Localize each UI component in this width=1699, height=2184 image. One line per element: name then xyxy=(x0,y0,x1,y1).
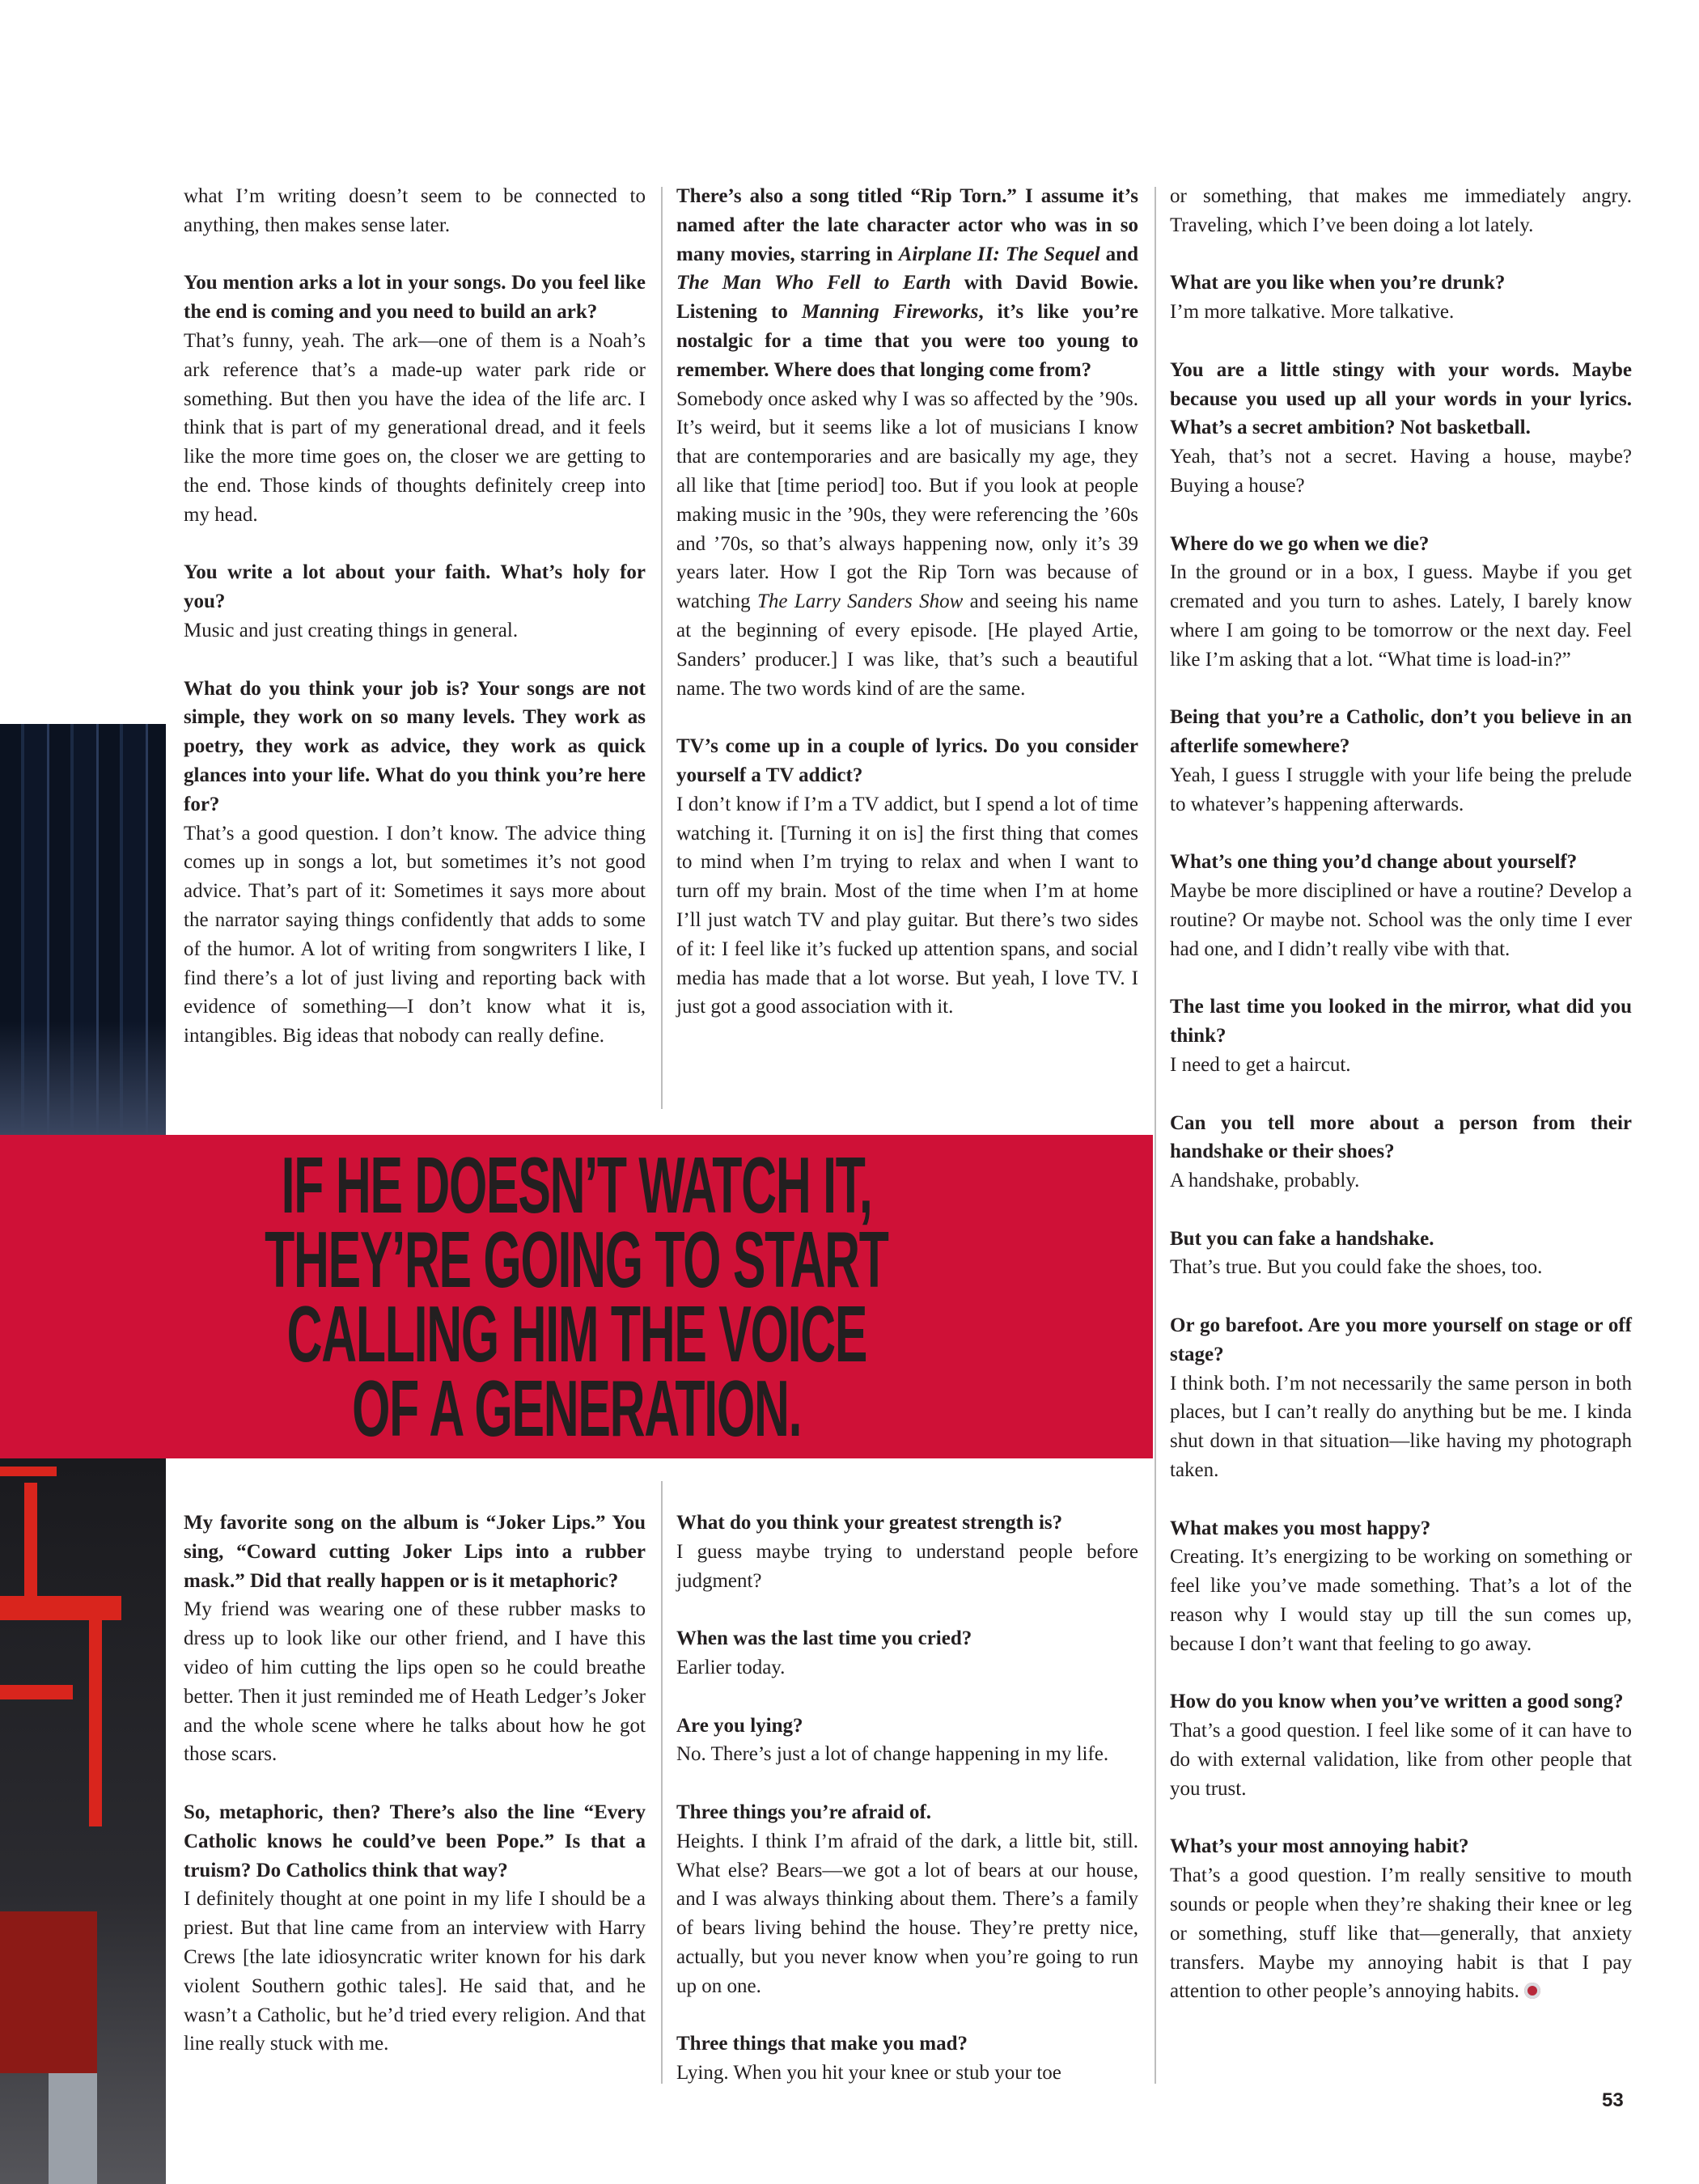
answer: I definitely thought at one point in my life I should be a priest. But that line came from an interview with Harry Crews [the late idiosyncratic writer known for his dark violent Southern gothic tales]. He said that, and he wasn’t a Catholic, but he’d tried every religion. And that line really stuck with me. xyxy=(184,1888,646,2055)
answer: Somebody once asked why I was so affected by the ’90s. It’s weird, but it seems like a lot of musicians I know that are contemporaries and are basically my age, they all like that [time period] too. But if you look at people making music in the ’90s, they were referencing the ’60s and ’70s, so that’s always happening now, only it’s 39 years later. How I got the Rip Torn was because of watching The Larry Sanders Show and seeing his name at the beginning of every episode. [He played Artie, Sanders’ producer.] I was like, that’s such a beautiful name. The two words kind of are the same. xyxy=(676,387,1139,700)
qa-block xyxy=(1170,848,1632,963)
question: You write a lot about your faith. What’s holy for you? xyxy=(184,561,646,613)
answer: I think both. I’m not necessarily the same person in both places, but I can’t really do anything but be me. I kinda shut down in that situation—like having my photograph taken. xyxy=(1170,1372,1632,1482)
question: What do you think your job is? Your songs are not simple, they work on so many levels. They work as poetry, they work as advice, they work as quick glances into your life. What do you think you’re here for? xyxy=(184,677,646,815)
question: What do you think your greatest strength is? xyxy=(676,1512,1063,1534)
question: TV’s come up in a couple of lyrics. Do you consider yourself a TV addict? xyxy=(676,735,1138,786)
answer: No. There’s just a lot of change happening in my life. xyxy=(676,1743,1109,1766)
question: When was the last time you cried? xyxy=(676,1627,972,1650)
answer: I’m more talkative. More talkative. xyxy=(1170,301,1455,324)
pull-quote-line: OF A GENERATION. xyxy=(351,1364,802,1453)
pull-quote-line: CALLING HIM THE VOICE xyxy=(286,1289,866,1378)
qa-block xyxy=(1170,269,1632,327)
photo-strip-bottom xyxy=(0,1458,166,2184)
qa-block xyxy=(676,2030,1138,2088)
question: You mention arks a lot in your songs. Do you feel like the end is coming and you need to build an ark? xyxy=(184,272,646,324)
qa-block xyxy=(1170,530,1632,675)
question: You are a little stingy with your words. Maybe because you used up all your words in your lyrics. What’s a secret ambition? Not basketball. xyxy=(1170,358,1632,439)
answer: Heights. I think I’m afraid of the dark, a little bit, still. What else? Bears—we got a lot of bears at our house, and I was always thinking about them. There’s a family of bears living behind the house. They’re pretty nice, actually, but you never know when you’re going to run up on one. xyxy=(676,1830,1138,1997)
column-divider xyxy=(661,187,663,1109)
answer: Music and just creating things in general. xyxy=(184,619,519,641)
question: The last time you looked in the mirror, what did you think? xyxy=(1170,996,1632,1048)
pull-quote-line: THEY’RE GOING TO START xyxy=(265,1215,888,1304)
end-mark-icon xyxy=(1524,1983,1540,1999)
question: So, metaphoric, then? There’s also the line “Every Catholic knows he could’ve been Pope.” Is that a truism? Do Catholics think that way? xyxy=(184,1801,646,1881)
answer: That’s a good question. I’m really sensitive to mouth sounds or people when they’re shaking their knee or leg or something, stuff like that—generally, that anxiety transfers. Maybe my annoying habit is that I pay attention to other people’s annoying habits. xyxy=(1170,1864,1632,2003)
qa-block xyxy=(184,269,646,529)
qa-block xyxy=(1170,1687,1632,1803)
question: Three things you’re afraid of. xyxy=(676,1801,932,1823)
answer: That’s true. But you could fake the shoes, too. xyxy=(1170,1256,1543,1279)
question: What makes you most happy? xyxy=(1170,1517,1431,1539)
question: Are you lying? xyxy=(676,1714,803,1737)
question: My favorite song on the album is “Joker Lips.” You sing, “Coward cutting Joker Lips into a rubber mask.” Did that really happen or is it metaphoric? xyxy=(184,1512,646,1592)
qa-block xyxy=(1170,356,1632,501)
column-3 xyxy=(1170,182,1632,2035)
answer: Lying. When you hit your knee or stub your toe xyxy=(676,2062,1061,2085)
qa-block xyxy=(676,1798,1138,2001)
qa-block xyxy=(676,1712,1138,1770)
column-divider xyxy=(661,1481,663,2084)
answer: A handshake, probably. xyxy=(1170,1170,1360,1192)
qa-block xyxy=(676,1624,1138,1682)
answer: Creating. It’s energizing to be working on something or feel like you’ve made something. That’s a lot of the reason why I would stay up till the sun comes up, because I don’t want that feeling to go away. xyxy=(1170,1546,1632,1655)
question: Or go barefoot. Are you more yourself on stage or off stage? xyxy=(1170,1314,1632,1365)
answer: Maybe be more disciplined or have a routine? Develop a routine? Or maybe not. School was the only time I ever had one, and I didn’t really vibe with that. xyxy=(1170,880,1632,960)
answer: That’s funny, yeah. The ark—one of them is a Noah’s ark reference that’s a made-up water park ride or something. But then you have the idea of the life arc. I think that is part of my generational dread, and it feels like the more time goes on, the closer we are getting to the end. Those kinds of thoughts definitely creep into my head. xyxy=(184,329,646,526)
question: What’s your most annoying habit? xyxy=(1170,1835,1469,1858)
italic-title: The Man Who Fell to Earth xyxy=(676,272,951,294)
qa-block xyxy=(1170,182,1632,240)
qa-block xyxy=(676,1509,1138,1595)
question: How do you know when you’ve written a good song? xyxy=(1170,1691,1624,1713)
column-1-top xyxy=(184,182,646,1080)
photo-strip-top xyxy=(0,724,166,1135)
question: What’s one thing you’d change about yourself? xyxy=(1170,851,1578,874)
qa-block xyxy=(1170,1225,1632,1283)
question: Three things that make you mad? xyxy=(676,2033,968,2055)
answer: or something, that makes me immediately angry. Traveling, which I’ve been doing a lot lately. xyxy=(1170,185,1632,236)
italic-title: Airplane II: The Sequel xyxy=(898,243,1100,265)
answer: My friend was wearing one of these rubber masks to dress up to look like our other friend, and I have this video of him cutting the lips open so he could breathe better. Then it just reminded me of Heath Ledger’s Joker and the whole scene where he talks about how he got those scars. xyxy=(184,1598,646,1766)
column-1-bottom xyxy=(184,1509,646,2088)
qa-block xyxy=(184,1798,646,2059)
qa-block xyxy=(1170,993,1632,1079)
italic-title: Manning Fireworks xyxy=(801,301,979,324)
answer: I guess maybe trying to understand people before judgment? xyxy=(676,1540,1138,1592)
answer: That’s a good question. I don’t know. The advice thing comes up in songs a lot, but sometimes it’s not good advice. That’s part of it: Sometimes it says more about the narrator saying things confidently that adds to some of the humor. A lot of writing from songwriters I like, I find there’s a lot of just living and reporting back with evidence of something—I don’t know what it is, intangibles. Big ideas that nobody can really define. xyxy=(184,822,646,1048)
question: What are you like when you’re drunk? xyxy=(1170,272,1506,294)
qa-block xyxy=(184,182,646,240)
answer: That’s a good question. I feel like some of it can have to do with external validation, like from other people that you trust. xyxy=(1170,1720,1632,1800)
qa-block xyxy=(1170,703,1632,819)
answer: Yeah, I guess I struggle with your life being the prelude to whatever’s happening afterwards. xyxy=(1170,764,1632,815)
question: But you can fake a handshake. xyxy=(1170,1227,1434,1250)
answer: Earlier today. xyxy=(676,1656,786,1678)
question: Being that you’re a Catholic, don’t you believe in an afterlife somewhere? xyxy=(1170,706,1632,758)
answer: Yeah, that’s not a secret. Having a house, maybe? Buying a house? xyxy=(1170,446,1632,497)
question: Can you tell more about a person from their handshake or their shoes? xyxy=(1170,1111,1632,1163)
page-number: 53 xyxy=(1602,2089,1624,2111)
qa-block xyxy=(1170,1832,1632,2006)
question: Where do we go when we die? xyxy=(1170,532,1430,555)
column-divider xyxy=(1155,187,1156,2084)
pull-quote-line: IF HE DOESN’T WATCH IT, xyxy=(281,1141,872,1230)
qa-block xyxy=(676,732,1138,1022)
answer: I don’t know if I’m a TV addict, but I spend a lot of time watching it. [Turning it on is] the first thing that comes to mind when I’m trying to relax and when I want to turn off my brain. Most of the time when I’m at home I’ll just watch TV and play guitar. But there’s two sides of it: I feel like it’s fucked up attention spans, and social media has made that a lot worse. But yeah, I love TV. I just got a good association with it. xyxy=(676,793,1138,1018)
answer: In the ground or in a box, I guess. Maybe if you get cremated and you turn to ashes. Lately, I barely know where I am going to be tomorrow or the next day. Feel like I’m asking that a lot. “What time is load-in?” xyxy=(1170,561,1632,671)
column-2-bottom xyxy=(676,1509,1138,2117)
answer: what I’m writing doesn’t seem to be connected to anything, then makes sense later. xyxy=(184,185,646,236)
qa-block xyxy=(1170,1311,1632,1485)
qa-block xyxy=(1170,1109,1632,1196)
qa-block xyxy=(184,558,646,645)
italic-title: The Larry Sanders Show xyxy=(757,590,964,613)
column-2-top xyxy=(676,182,1138,1051)
question: There’s also a song titled “Rip Torn.” I assume it’s named after the late character actor who was in so many movies, starring in Airplane II: The Sequel and The Man Who Fell to Earth with David Bowie. Listening to Manning Fireworks, it’s like you’re nostalgic for a time that you were too young to remember. Where does that longing come from? xyxy=(676,185,1139,381)
qa-block xyxy=(184,675,646,1051)
qa-block xyxy=(1170,1514,1632,1659)
pull-quote-band xyxy=(0,1135,1153,1458)
qa-block xyxy=(184,1509,646,1769)
qa-block xyxy=(676,182,1138,703)
answer: I need to get a haircut. xyxy=(1170,1053,1351,1076)
